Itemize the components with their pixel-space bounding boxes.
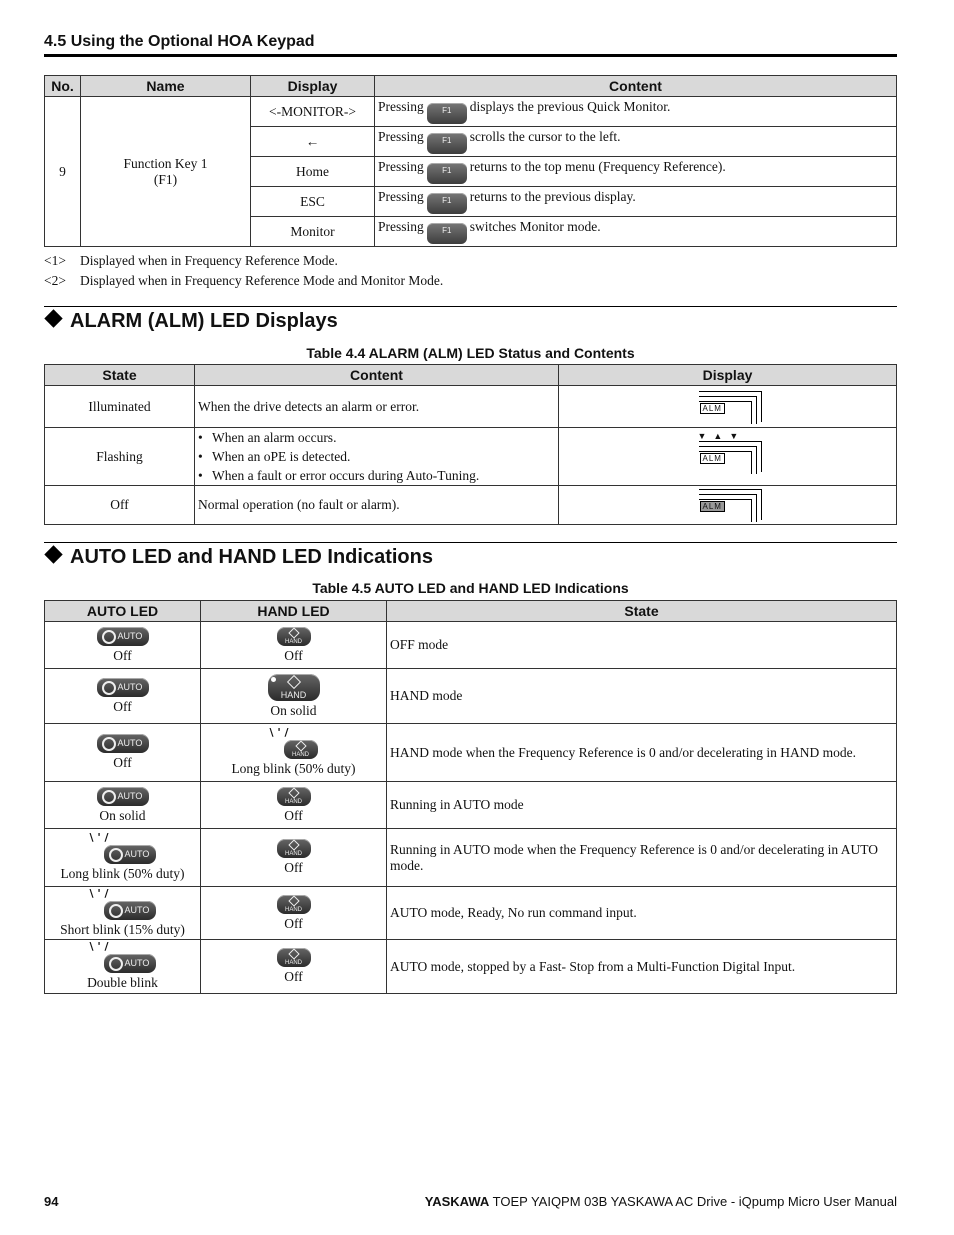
autohand-table (44, 600, 897, 994)
blink-indicator (90, 833, 156, 864)
auto-led-state: Off (113, 755, 132, 770)
list-item: • When an oPE is detected. (198, 447, 555, 466)
pressing-text: Pressing (378, 129, 424, 144)
content-text: returns to the top menu (Frequency Reference). (469, 159, 726, 174)
state-cell: HAND mode (387, 669, 897, 724)
hand-button-lit-icon: HAND (268, 674, 320, 701)
hand-button-icon: HAND (284, 740, 318, 759)
pressing-text: Pressing (378, 159, 424, 174)
hand-led-state: Off (284, 915, 303, 931)
content-cell: Normal operation (no fault or alarm). (195, 486, 559, 525)
content-cell (375, 127, 897, 157)
diamond-icon (44, 545, 62, 563)
blink-rays-icon: \ ' / (89, 886, 109, 900)
content-text: switches Monitor mode. (469, 219, 601, 234)
state-cell: Flashing (45, 428, 195, 486)
content-text: returns to the previous display. (469, 189, 636, 204)
hand-led-cell (201, 940, 387, 994)
alm-label: ALM (700, 403, 725, 414)
auto-led-state: Off (113, 698, 132, 714)
auto-button-icon: AUTO (97, 734, 149, 753)
footer-brand: YASKAWA (424, 1194, 490, 1209)
blink-indicator (270, 728, 318, 759)
state-cell: Running in AUTO mode when the Frequency Reference is 0 and/or decelerating in AUTO mode. (387, 829, 897, 887)
hand-led-state: Off (284, 969, 303, 984)
auto-led-state: Double blink (87, 975, 158, 990)
auto-led-cell (45, 724, 201, 782)
page-number: 94 (44, 1194, 59, 1209)
display-cell: Monitor (251, 217, 375, 247)
alarm-heading-text: ALARM (ALM) LED Displays (70, 310, 338, 332)
content-cell (375, 157, 897, 187)
footnote-text: Displayed when in Frequency Reference Mode. (80, 253, 338, 268)
pressing-text: Pressing (378, 219, 424, 234)
col-header-state: State (45, 365, 195, 386)
display-cell (559, 486, 897, 525)
footer-title (425, 1194, 897, 1209)
footnote-text: Displayed when in Frequency Reference Mode and Monitor Mode. (80, 273, 444, 288)
alm-led-icon (694, 391, 762, 423)
hand-button-icon: HAND (277, 839, 311, 858)
auto-button-icon: AUTO (97, 678, 149, 697)
hand-led-state: On solid (270, 702, 317, 718)
auto-button-icon: AUTO (104, 901, 156, 920)
pressing-text: Pressing (378, 189, 424, 204)
display-cell: ← (251, 127, 375, 157)
content-text: displays the previous Quick Monitor. (469, 99, 671, 114)
auto-button-icon: AUTO (104, 954, 156, 973)
auto-led-cell (45, 940, 201, 994)
section-rule (44, 306, 897, 307)
display-cell: Home (251, 157, 375, 187)
name-line-2: (F1) (153, 171, 178, 187)
autohand-heading (44, 546, 433, 569)
state-cell: Illuminated (45, 386, 195, 428)
auto-button-icon: AUTO (97, 627, 149, 646)
list-item: • When an alarm occurs. (198, 428, 555, 447)
content-cell (375, 187, 897, 217)
section-heading: 4.5 Using the Optional HOA Keypad (44, 33, 315, 50)
hand-led-cell (201, 782, 387, 829)
auto-button-icon: AUTO (104, 845, 156, 864)
auto-led-state: Long blink (50% duty) (60, 866, 185, 881)
function-key-name (81, 97, 251, 247)
hand-led-cell (201, 829, 387, 887)
auto-led-state: Short blink (15% duty) (60, 921, 185, 937)
state-cell: AUTO mode, stopped by a Fast- Stop from a Multi-Function Digital Input. (387, 940, 897, 994)
state-cell: AUTO mode, Ready, No run command input. (387, 887, 897, 940)
blink-rays-icon: \ ' / (269, 726, 289, 739)
auto-led-cell (45, 669, 201, 724)
display-cell: <-MONITOR-> (251, 97, 375, 127)
footnote-key: <2> (44, 273, 66, 288)
flashing-list (198, 428, 555, 485)
alm-led-off-icon (694, 489, 762, 521)
auto-button-icon: AUTO (97, 787, 149, 806)
hand-button-icon: HAND (277, 895, 311, 914)
blink-indicator (90, 942, 156, 973)
alm-led-flashing-icon: ▼▲▼ ALM (694, 441, 762, 473)
hand-led-cell (201, 669, 387, 724)
content-cell (375, 217, 897, 247)
state-cell: OFF mode (387, 622, 897, 669)
list-item: • When a fault or error occurs during Auto-Tuning. (198, 466, 555, 485)
hand-led-state: Long blink (50% duty) (231, 761, 356, 776)
blink-rays-icon: \ ' / (89, 831, 109, 844)
row-number: 9 (45, 97, 81, 247)
function-key-table (44, 75, 897, 247)
f1-key-icon: F1 (427, 193, 467, 214)
state-cell: HAND mode when the Frequency Reference is 0 and/or decelerating in HAND mode. (387, 724, 897, 782)
footnote-key: <1> (44, 253, 66, 268)
alm-label: ALM (700, 501, 725, 512)
state-cell: Running in AUTO mode (387, 782, 897, 829)
display-cell (559, 386, 897, 428)
col-header-content: Content (375, 76, 897, 97)
col-header-content: Content (195, 365, 559, 386)
pressing-text: Pressing (378, 99, 424, 114)
content-cell (375, 97, 897, 127)
auto-led-state: Off (113, 647, 132, 663)
footnote-1 (44, 253, 338, 269)
state-cell: Off (45, 486, 195, 525)
blink-indicator (89, 886, 156, 920)
col-header-auto-led: AUTO LED (45, 601, 201, 622)
col-header-state: State (387, 601, 897, 622)
f1-key-icon: F1 (427, 223, 467, 244)
hand-led-cell (201, 622, 387, 669)
blink-rays-icon: \ ' / (89, 940, 109, 953)
alarm-heading (44, 310, 338, 333)
hand-button-icon: HAND (277, 787, 311, 806)
hand-led-cell (201, 724, 387, 782)
hand-led-state: Off (284, 807, 303, 823)
header-rule (44, 54, 897, 57)
display-cell (559, 428, 897, 486)
hand-led-state: Off (284, 647, 303, 663)
alarm-table (44, 364, 897, 525)
hand-led-state: Off (284, 860, 303, 875)
auto-led-cell (45, 782, 201, 829)
col-header-display: Display (251, 76, 375, 97)
display-cell: ESC (251, 187, 375, 217)
col-header-display: Display (559, 365, 897, 386)
col-header-no: No. (45, 76, 81, 97)
content-cell (195, 428, 559, 486)
hand-led-cell (201, 887, 387, 940)
footer-manual-title: TOEP YAIQPM 03B YASKAWA AC Drive - iQpump Micro User Manual (492, 1194, 897, 1209)
auto-led-cell (45, 622, 201, 669)
autohand-heading-text: AUTO LED and HAND LED Indications (70, 546, 433, 568)
auto-led-cell (45, 887, 201, 940)
auto-led-cell (45, 829, 201, 887)
f1-key-icon: F1 (427, 103, 467, 124)
auto-led-state: On solid (99, 807, 146, 823)
diamond-icon (44, 309, 62, 327)
autohand-table-caption: Table 4.5 AUTO LED and HAND LED Indications (312, 580, 629, 596)
hand-button-icon: HAND (277, 948, 311, 967)
col-header-hand-led: HAND LED (201, 601, 387, 622)
hand-button-icon: HAND (277, 627, 311, 646)
f1-key-icon: F1 (427, 163, 467, 184)
f1-key-icon: F1 (427, 133, 467, 154)
section-rule (44, 542, 897, 543)
name-line-1: Function Key 1 (123, 155, 208, 171)
content-text: scrolls the cursor to the left. (469, 129, 621, 144)
content-cell: When the drive detects an alarm or error. (195, 386, 559, 428)
alarm-table-caption: Table 4.4 ALARM (ALM) LED Status and Contents (306, 345, 635, 361)
footnote-2 (44, 273, 443, 289)
col-header-name: Name (81, 76, 251, 97)
alm-label: ALM (700, 453, 725, 464)
